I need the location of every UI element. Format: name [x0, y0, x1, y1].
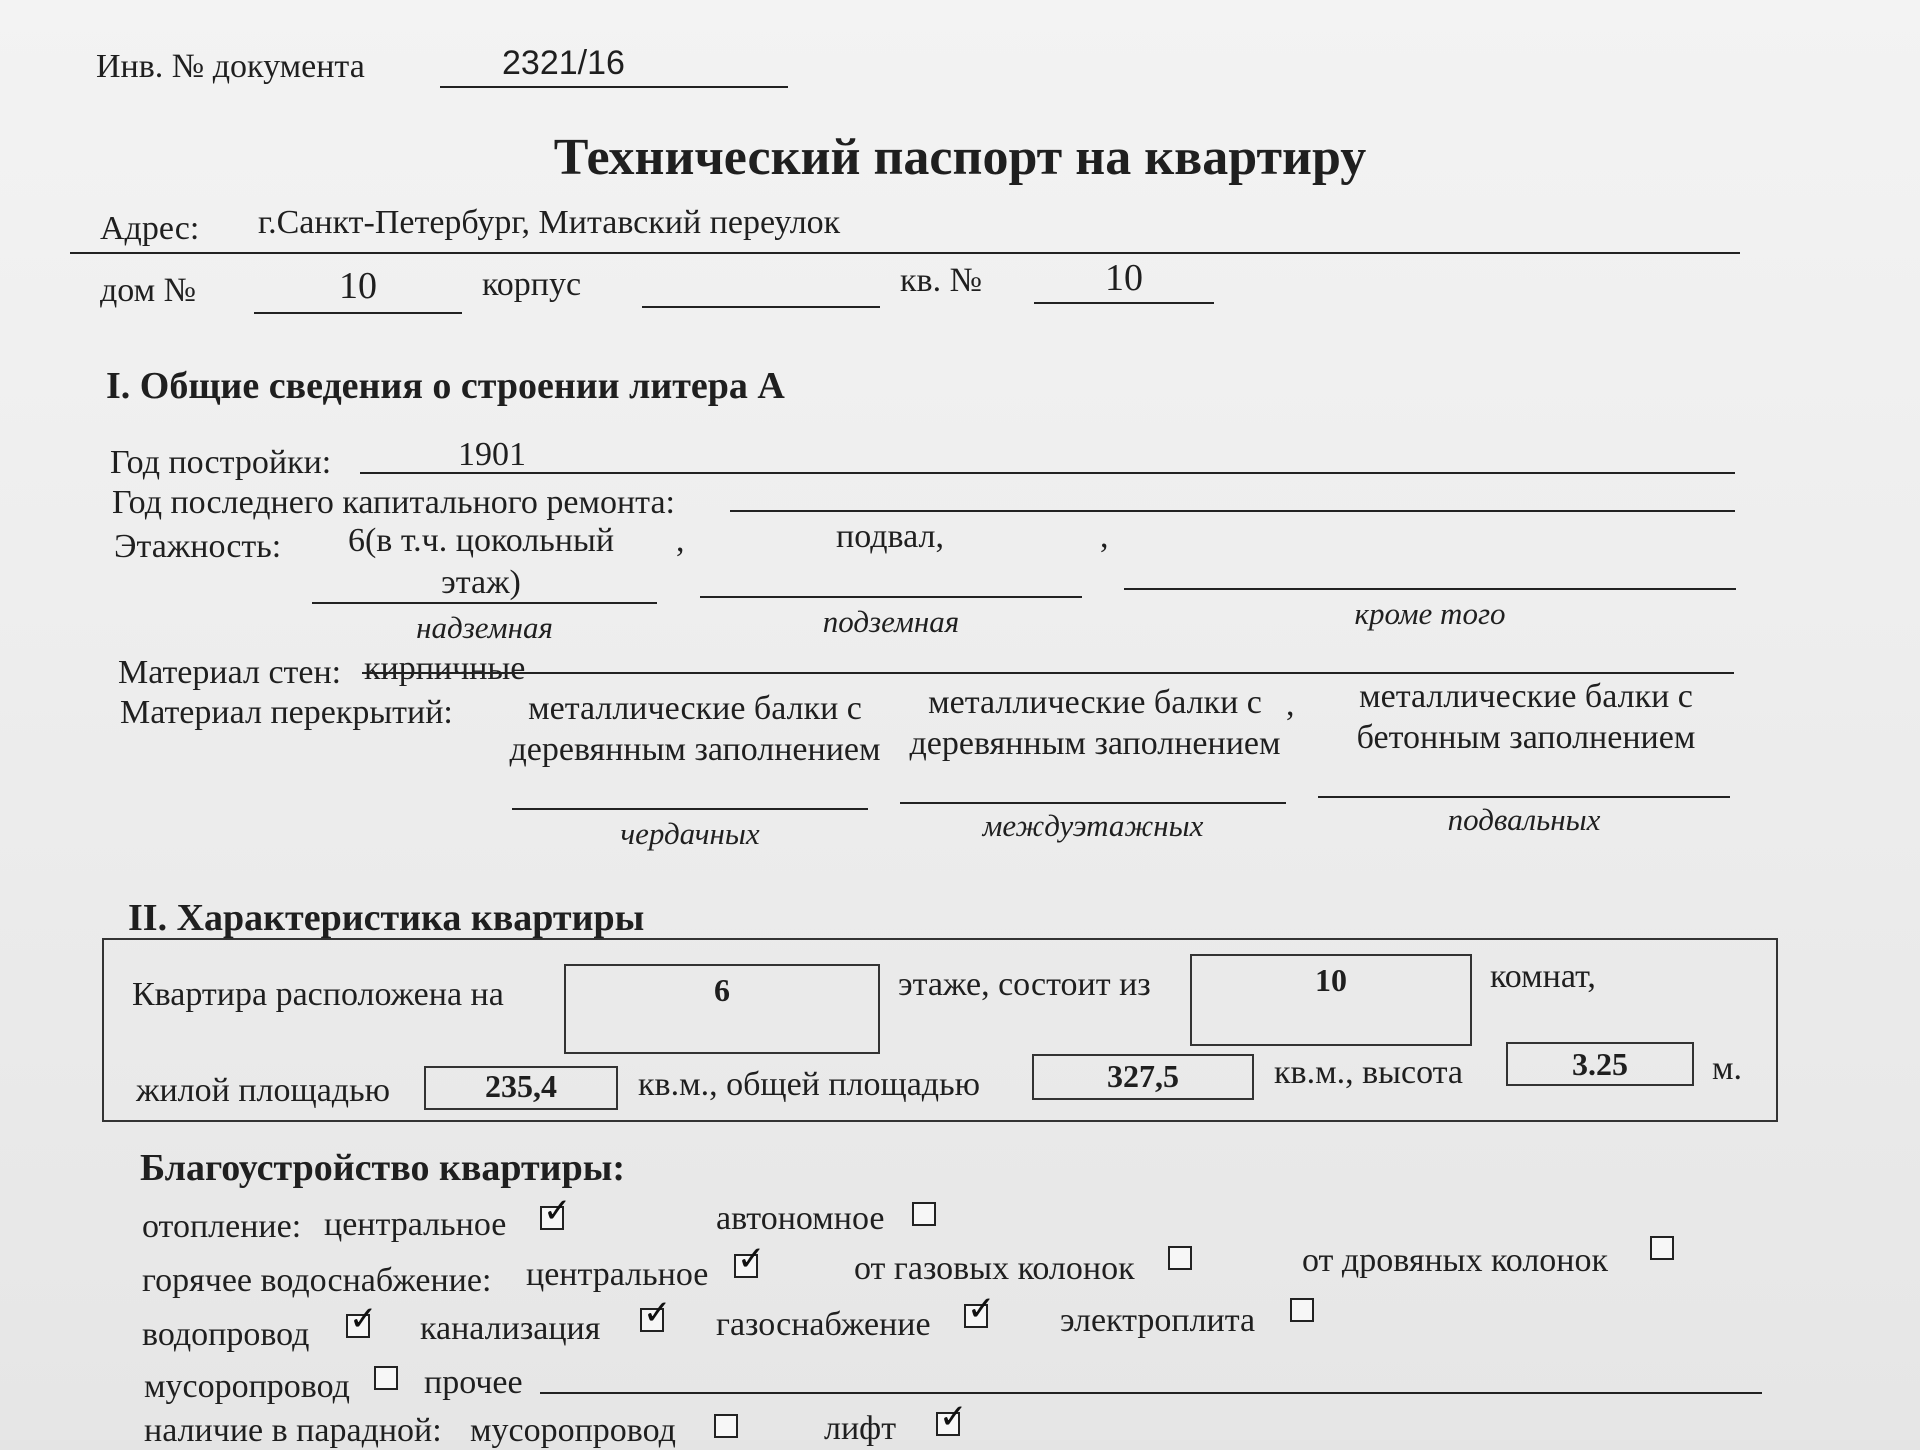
checkmark-icon: ✓ [543, 1191, 572, 1231]
document-title: Технический паспорт на квартиру [553, 129, 1367, 186]
wall-material-value: кирпичные [364, 650, 526, 687]
floors-comma-1: , [676, 522, 685, 559]
caption-interfloor: междуэтажных [982, 808, 1204, 843]
rooms-label: комнат, [1490, 958, 1596, 995]
ceiling-basement-line [1318, 796, 1730, 798]
meters-label: м. [1712, 1050, 1743, 1087]
korpus-line [642, 306, 880, 308]
checkmark-icon: ✓ [967, 1289, 996, 1329]
inventory-number-label: Инв. № документа [96, 48, 365, 85]
ceiling-attic-line [512, 808, 868, 810]
garbage-chute-checkbox[interactable] [374, 1366, 398, 1390]
hot-water-central-checkbox[interactable] [734, 1239, 766, 1279]
height-label: кв.м., высота [1274, 1054, 1463, 1091]
floors-above-line [312, 602, 657, 604]
entrance-chute-checkbox[interactable] [714, 1414, 738, 1438]
living-area-label: жилой площадью [136, 1072, 390, 1109]
section-2-heading: II. Характеристика квартиры [128, 897, 645, 939]
other-label: прочее [424, 1364, 523, 1401]
address-value: г.Санкт-Петербург, Митавский переулок [258, 204, 841, 241]
hot-water-central-label: центральное [526, 1256, 709, 1293]
ceiling-interfloor-value: металлические балки с деревянным заполнением [909, 684, 1281, 762]
floors-comma-2: , [1100, 518, 1109, 555]
year-built-line [360, 472, 1735, 474]
sewerage-checkbox[interactable] [640, 1293, 672, 1333]
wall-material-line [362, 672, 1734, 674]
address-line [70, 252, 1740, 254]
floors-extra-line [1124, 588, 1736, 590]
total-area-label: кв.м., общей площадью [638, 1066, 980, 1103]
last-repair-label: Год последнего капитального ремонта: [112, 484, 675, 521]
inventory-number-line [440, 86, 788, 88]
floors-label: Этажность: [114, 528, 282, 565]
last-repair-line [730, 510, 1735, 512]
central-heating-checkbox[interactable] [540, 1191, 572, 1231]
apartment-number-value: 10 [1105, 257, 1143, 299]
apartment-number-label: кв. № [900, 262, 983, 299]
other-line [540, 1392, 1762, 1394]
ceiling-material-label: Материал перекрытий: [120, 694, 453, 731]
lift-checkbox[interactable] [936, 1397, 968, 1437]
checkmark-icon: ✓ [349, 1299, 378, 1339]
amenities-heading: Благоустройство квартиры: [140, 1147, 626, 1189]
autonomous-heating-checkbox[interactable] [912, 1202, 936, 1226]
autonomous-heating-label: автономное [716, 1200, 885, 1237]
wall-material-label: Материал стен: [118, 654, 342, 691]
inventory-number-value: 2321/16 [502, 44, 625, 82]
located-on-label: Квартира расположена на [132, 976, 504, 1013]
rooms-value: 10 [1315, 962, 1347, 998]
ceiling-basement-value: металлические балки с бетонным заполнением [1356, 678, 1696, 756]
caption-underground: подземная [822, 604, 960, 639]
electric-stove-label: электроплита [1060, 1302, 1256, 1339]
floors-below-line [700, 596, 1082, 598]
house-number-line [254, 312, 462, 314]
caption-above-ground: надземная [416, 610, 553, 645]
entrance-chute-label: мусоропровод [470, 1412, 676, 1449]
hot-water-wood-label: от дровяных колонок [1302, 1242, 1609, 1279]
checkmark-icon: ✓ [737, 1239, 766, 1279]
hot-water-gas-label: от газовых колонок [854, 1250, 1135, 1287]
sewerage-label: канализация [420, 1310, 601, 1347]
hot-water-wood-checkbox[interactable] [1650, 1236, 1674, 1260]
central-heating-label: центральное [324, 1206, 507, 1243]
caption-attic: чердачных [620, 816, 760, 851]
hot-water-label: горячее водоснабжение: [142, 1262, 492, 1299]
electric-stove-checkbox[interactable] [1290, 1298, 1314, 1322]
caption-besides: кроме того [1354, 596, 1506, 631]
korpus-label: корпус [482, 266, 582, 303]
height-value: 3.25 [1572, 1046, 1628, 1082]
year-built-label: Год постройки: [110, 444, 332, 481]
address-label: Адрес: [100, 210, 200, 247]
apartment-number-line [1034, 302, 1214, 304]
entrance-label: наличие в парадной: [144, 1412, 442, 1449]
floors-below-value: подвал, [836, 518, 944, 555]
heating-label: отопление: [142, 1208, 302, 1245]
living-area-value: 235,4 [485, 1068, 557, 1104]
house-number-label: дом № [100, 272, 197, 309]
consists-of-label: этаже, состоит из [898, 966, 1151, 1003]
ceiling-separator-comma: , [1286, 686, 1295, 723]
checkmark-icon: ✓ [643, 1293, 672, 1333]
floor-value: 6 [714, 972, 730, 1008]
hot-water-gas-checkbox[interactable] [1168, 1246, 1192, 1270]
caption-basement: подвальных [1447, 802, 1601, 837]
ceiling-interfloor-line [900, 802, 1286, 804]
year-built-value: 1901 [458, 436, 526, 473]
lift-label: лифт [824, 1410, 897, 1447]
water-supply-label: водопровод [142, 1316, 310, 1353]
section-1-heading: I. Общие сведения о строении литера А [106, 365, 785, 407]
gas-supply-label: газоснабжение [716, 1306, 931, 1343]
total-area-value: 327,5 [1107, 1058, 1179, 1094]
house-number-value: 10 [339, 265, 377, 307]
garbage-chute-label: мусоропровод [144, 1368, 350, 1405]
checkmark-icon: ✓ [939, 1397, 968, 1437]
floors-above-value: 6(в т.ч. цокольный этаж) [347, 522, 615, 601]
gas-supply-checkbox[interactable] [964, 1289, 996, 1329]
ceiling-attic-value: металлические балки с деревянным заполнением [509, 690, 881, 768]
water-supply-checkbox[interactable] [346, 1299, 378, 1339]
